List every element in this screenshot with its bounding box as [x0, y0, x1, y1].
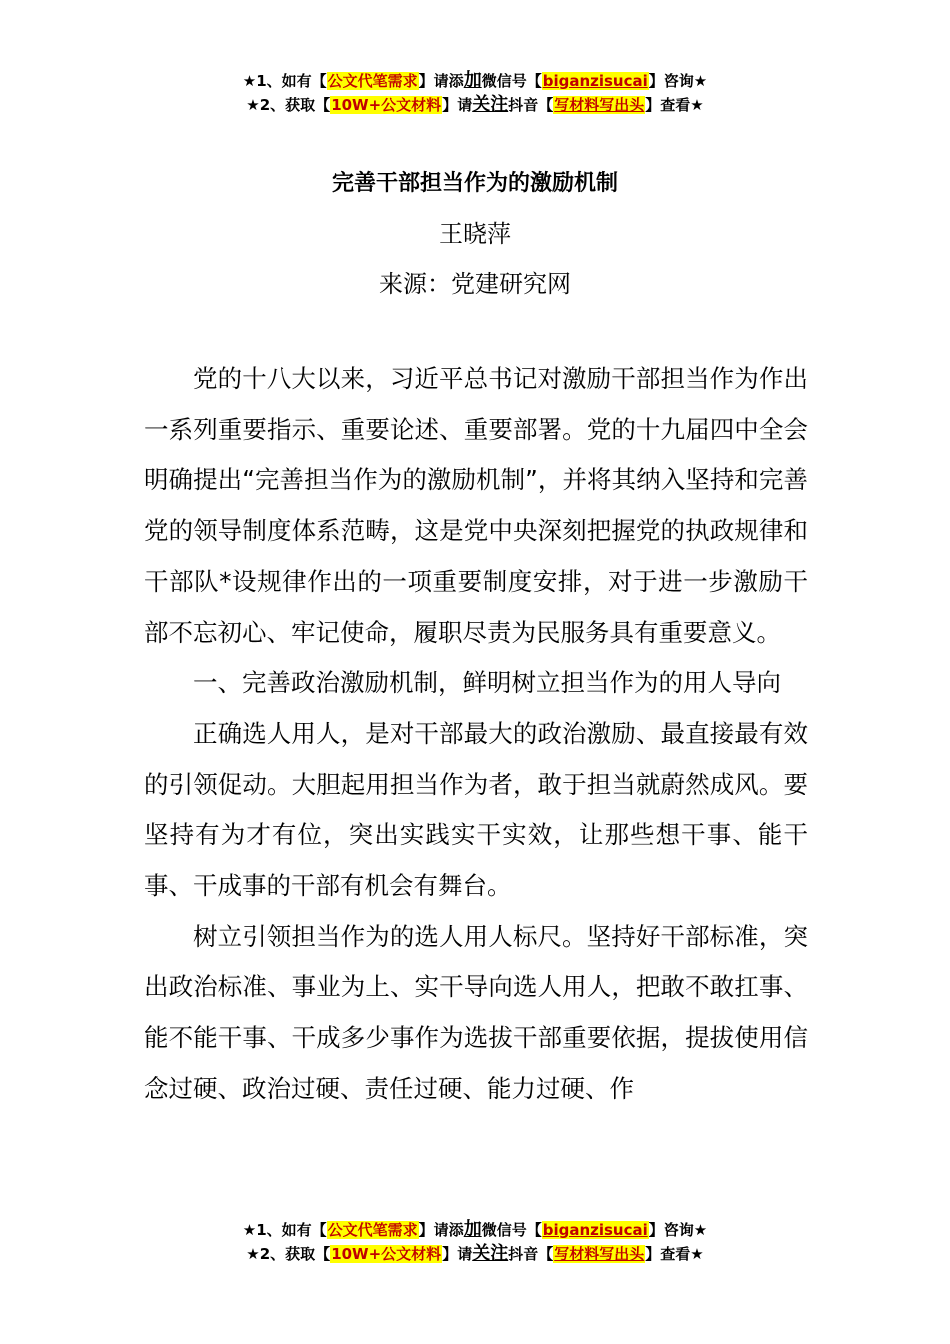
promo-text: 】咨询★	[648, 72, 708, 90]
promo-text: 微信号【	[481, 72, 542, 90]
document-title: 完善干部担当作为的激励机制	[331, 171, 618, 196]
promo-emphasis: 加	[463, 1219, 482, 1240]
promo-line-1	[0, 69, 950, 93]
highlight-materials: 10W+公文材料	[331, 1245, 442, 1263]
paragraph: 正确选人用人，是对干部最大的政治激励、最直接最有效的引领促动。大胆起用担当作为者，敢于担当就蔚然成风。要坚持有为才有位，突出实践实干实效，让那些想干事、能干事、干成事的干部有机会有舞台。	[144, 718, 808, 901]
promo-text: 】请添	[418, 1221, 464, 1239]
promo-text: 抖音【	[508, 1245, 554, 1263]
promo-line-1	[0, 1218, 950, 1242]
highlight-wechat-id: biganzisucai	[542, 72, 648, 90]
promo-text: 】查看★	[645, 1245, 704, 1263]
promo-text: ★1、如有【	[242, 1221, 327, 1239]
highlight-douyin-account: 写材料写出头	[554, 96, 645, 114]
document-source: 来源：党建研究网	[379, 270, 571, 298]
promo-text: ★1、如有【	[242, 72, 327, 90]
promo-text: ★2、获取【	[246, 96, 331, 114]
promo-emphasis: 关注	[472, 94, 509, 115]
promo-text: 微信号【	[481, 1221, 542, 1239]
promo-emphasis: 关注	[472, 1243, 509, 1264]
section-heading-1: 一、完善政治激励机制，鲜明树立担当作为的用人导向	[193, 668, 781, 698]
promo-text: 】咨询★	[648, 1221, 708, 1239]
highlight-service: 公文代笔需求	[327, 72, 418, 90]
highlight-douyin-account: 写材料写出头	[554, 1245, 645, 1263]
promo-banner-top	[0, 69, 950, 117]
promo-text: 】请添	[418, 72, 464, 90]
highlight-service: 公文代笔需求	[327, 1221, 418, 1239]
promo-line-2	[0, 93, 950, 117]
highlight-wechat-id: biganzisucai	[542, 1221, 648, 1239]
highlight-materials: 10W+公文材料	[331, 96, 442, 114]
promo-text: ★2、获取【	[246, 1245, 331, 1263]
promo-text: 抖音【	[508, 96, 554, 114]
paragraph: 树立引领担当作为的选人用人标尺。坚持好干部标准，突出政治标准、事业为上、实干导向选人用人，把敢不敢扛事、能不能干事、干成多少事作为选拔干部重要依据，提拔使用信念过硬、政治过硬、责任过硬、能力过硬、作	[144, 921, 808, 1103]
promo-banner-bottom	[0, 1218, 950, 1266]
promo-emphasis: 加	[463, 70, 482, 91]
paragraph-intro: 党的十八大以来，习近平总书记对激励干部担当作为作出一系列重要指示、重要论述、重要部署。党的十九届四中全会明确提出“完善担当作为的激励机制”，并将其纳入坚持和完善党的领导制度体系范畴，这是党中央深刻把握党的执政规律和干部队*设规律作出的一项重要制度安排，对于进一步激励干部不忘初心、牢记使命，履职尽责为民服务具有重要意义。	[144, 364, 808, 647]
promo-text: 】查看★	[645, 96, 704, 114]
promo-text: 】请	[442, 96, 473, 114]
document-body	[144, 354, 808, 1115]
promo-text: 】请	[442, 1245, 473, 1263]
document-author: 王晓萍	[439, 220, 511, 248]
promo-line-2	[0, 1242, 950, 1266]
